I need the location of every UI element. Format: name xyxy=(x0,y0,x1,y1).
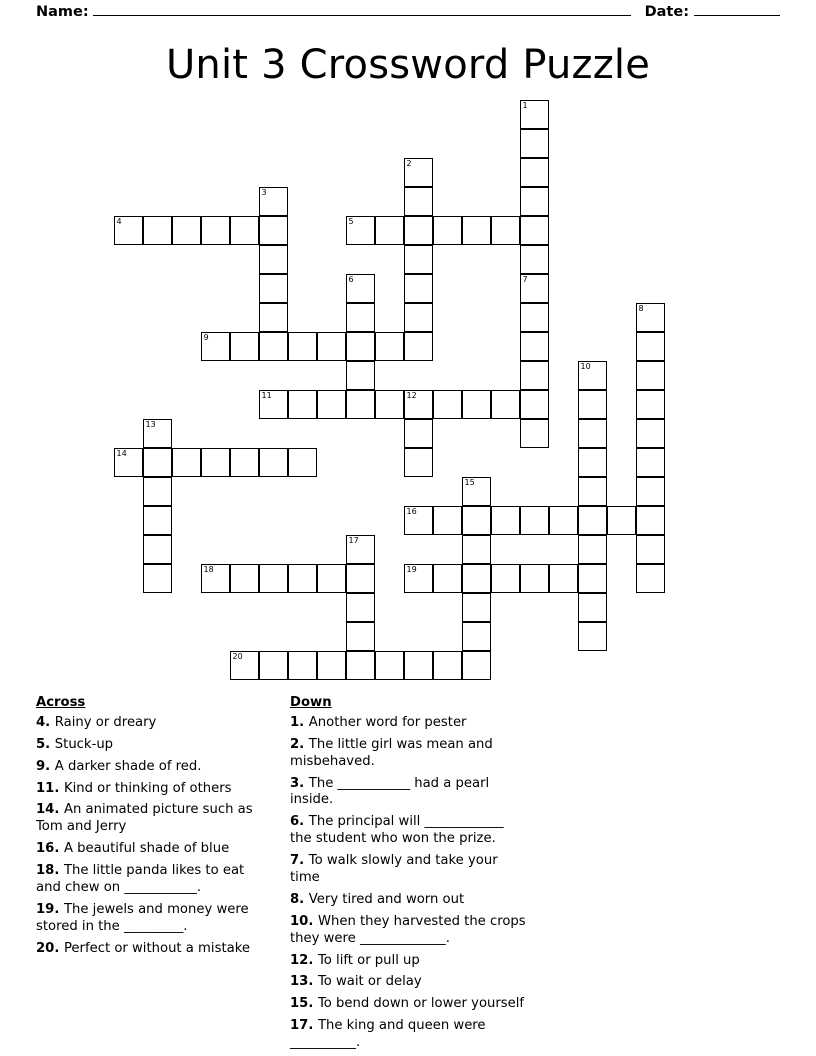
cell-number: 2 xyxy=(406,159,412,168)
name-label: Name: xyxy=(36,4,89,20)
across-clue-number: 5. xyxy=(36,736,55,752)
crossword-cell[interactable] xyxy=(549,506,578,535)
page-title: Unit 3 Crossword Puzzle xyxy=(165,42,651,88)
down-clue xyxy=(290,892,526,909)
crossword-cell[interactable] xyxy=(259,245,288,274)
down-clue-text: To walk slowly and take your time xyxy=(290,853,498,886)
across-block xyxy=(36,695,272,958)
crossword-cell[interactable] xyxy=(230,332,259,361)
crossword-cell[interactable] xyxy=(462,477,491,506)
crossword-cell[interactable] xyxy=(259,216,288,245)
down-clue-text: To wait or delay xyxy=(317,974,422,990)
crossword-cell[interactable] xyxy=(375,332,404,361)
crossword-cell[interactable] xyxy=(462,622,491,651)
crossword-cell[interactable] xyxy=(259,651,288,680)
across-clue-text: Kind or thinking of others xyxy=(63,780,232,796)
down-clue xyxy=(290,737,526,771)
cell-number: 14 xyxy=(116,449,127,458)
across-heading: Across xyxy=(36,695,86,710)
crossword-cell[interactable] xyxy=(143,448,172,477)
down-clue-number: 17. xyxy=(290,1018,318,1034)
crossword-cell[interactable] xyxy=(636,361,665,390)
crossword-cell[interactable] xyxy=(636,303,665,332)
crossword-cell[interactable] xyxy=(636,506,665,535)
crossword-cell[interactable] xyxy=(578,593,607,622)
crossword-cell[interactable] xyxy=(346,651,375,680)
cell-number: 7 xyxy=(522,275,528,284)
across-clue-number: 11. xyxy=(36,780,64,796)
crossword-cell[interactable] xyxy=(520,187,549,216)
across-clue xyxy=(36,715,272,732)
cell-number: 1 xyxy=(522,101,528,110)
down-block xyxy=(290,695,526,1052)
crossword-cell[interactable] xyxy=(404,274,433,303)
across-clue-number: 20. xyxy=(36,940,64,956)
cell-number: 4 xyxy=(116,217,122,226)
down-clue xyxy=(290,914,526,948)
crossword-cell[interactable] xyxy=(433,651,462,680)
crossword-cell[interactable] xyxy=(578,564,607,593)
across-clue-text: The little panda likes to eat and chew on ___________. xyxy=(36,863,245,896)
down-clue-text: The king and queen were __________. xyxy=(290,1018,486,1051)
crossword-cell[interactable] xyxy=(491,564,520,593)
crossword-cell[interactable] xyxy=(172,448,201,477)
across-clue-text: The jewels and money were stored in the _________. xyxy=(36,901,249,934)
down-clue xyxy=(290,996,526,1013)
crossword-cell[interactable] xyxy=(491,390,520,419)
down-clue-number: 1. xyxy=(290,714,309,730)
cell-number: 5 xyxy=(348,217,354,226)
crossword-cell[interactable] xyxy=(433,564,462,593)
crossword-cell[interactable] xyxy=(288,651,317,680)
crossword-cell[interactable] xyxy=(375,390,404,419)
crossword-grid[interactable] xyxy=(36,100,780,680)
crossword-cell[interactable] xyxy=(201,216,230,245)
across-clue-text: Perfect or without a mistake xyxy=(63,940,250,956)
crossword-cell[interactable] xyxy=(462,651,491,680)
down-clue xyxy=(290,814,526,848)
crossword-cell[interactable] xyxy=(404,564,433,593)
crossword-cell[interactable] xyxy=(143,216,172,245)
crossword-cell[interactable] xyxy=(520,216,549,245)
down-clue-number: 2. xyxy=(290,736,309,752)
crossword-cell[interactable] xyxy=(317,332,346,361)
crossword-cell[interactable] xyxy=(636,535,665,564)
cell-number: 11 xyxy=(261,391,272,400)
crossword-cell[interactable] xyxy=(346,390,375,419)
crossword-cell[interactable] xyxy=(433,506,462,535)
crossword-cell[interactable] xyxy=(346,332,375,361)
crossword-cell[interactable] xyxy=(143,477,172,506)
crossword-cell[interactable] xyxy=(346,593,375,622)
crossword-cell[interactable] xyxy=(578,477,607,506)
across-clue-number: 14. xyxy=(36,802,64,818)
down-clue-number: 6. xyxy=(290,814,309,830)
crossword-cell[interactable] xyxy=(114,448,143,477)
cell-number: 6 xyxy=(348,275,354,284)
crossword-cell[interactable] xyxy=(230,216,259,245)
crossword-cell[interactable] xyxy=(346,216,375,245)
crossword-cell[interactable] xyxy=(520,274,549,303)
cell-number: 3 xyxy=(261,188,267,197)
crossword-cell[interactable] xyxy=(520,129,549,158)
crossword-cell[interactable] xyxy=(375,651,404,680)
crossword-cell[interactable] xyxy=(172,216,201,245)
across-clue-number: 16. xyxy=(36,841,64,857)
down-clue-text: Another word for pester xyxy=(308,714,467,730)
crossword-cell[interactable] xyxy=(404,245,433,274)
down-clue-number: 12. xyxy=(290,952,318,968)
across-clue xyxy=(36,759,272,776)
down-clue-number: 15. xyxy=(290,996,318,1012)
crossword-cell[interactable] xyxy=(404,448,433,477)
crossword-cell[interactable] xyxy=(404,506,433,535)
crossword-cell[interactable] xyxy=(520,332,549,361)
crossword-cell[interactable] xyxy=(346,535,375,564)
crossword-cell[interactable] xyxy=(259,390,288,419)
down-clue-number: 13. xyxy=(290,974,318,990)
crossword-cell[interactable] xyxy=(549,564,578,593)
crossword-cell[interactable] xyxy=(462,506,491,535)
down-clue xyxy=(290,776,526,810)
crossword-cell[interactable] xyxy=(259,303,288,332)
crossword-cell[interactable] xyxy=(259,564,288,593)
across-clue-text: Rainy or dreary xyxy=(54,714,157,730)
name-write-line[interactable] xyxy=(93,4,631,16)
crossword-cell[interactable] xyxy=(288,448,317,477)
crossword-cell[interactable] xyxy=(346,303,375,332)
crossword-cell[interactable] xyxy=(520,303,549,332)
across-clue xyxy=(36,863,272,897)
down-clue xyxy=(290,853,526,887)
down-clue-text: The little girl was mean and misbehaved. xyxy=(290,736,493,769)
crossword-cell[interactable] xyxy=(317,651,346,680)
name-date-header xyxy=(36,0,780,20)
crossword-cell[interactable] xyxy=(288,332,317,361)
cell-number: 10 xyxy=(580,362,591,371)
crossword-cell[interactable] xyxy=(143,506,172,535)
crossword-cell[interactable] xyxy=(491,216,520,245)
crossword-cell[interactable] xyxy=(346,274,375,303)
crossword-cell[interactable] xyxy=(404,187,433,216)
crossword-cell[interactable] xyxy=(404,332,433,361)
crossword-cell[interactable] xyxy=(317,564,346,593)
crossword-cell[interactable] xyxy=(520,158,549,187)
across-clue-number: 19. xyxy=(36,901,64,917)
across-clue xyxy=(36,841,272,858)
crossword-cell[interactable] xyxy=(520,361,549,390)
down-clue-text: To bend down or lower yourself xyxy=(317,996,525,1012)
crossword-cell[interactable] xyxy=(433,390,462,419)
down-clue-text: Very tired and worn out xyxy=(308,891,465,907)
crossword-cell[interactable] xyxy=(143,564,172,593)
cell-number: 18 xyxy=(203,565,214,574)
crossword-cell[interactable] xyxy=(636,477,665,506)
crossword-cell[interactable] xyxy=(288,564,317,593)
crossword-cell[interactable] xyxy=(433,216,462,245)
crossword-cell[interactable] xyxy=(317,390,346,419)
cell-number: 12 xyxy=(406,391,417,400)
crossword-cell[interactable] xyxy=(288,390,317,419)
down-clue-number: 7. xyxy=(290,853,309,869)
crossword-cell[interactable] xyxy=(201,448,230,477)
crossword-cell[interactable] xyxy=(201,332,230,361)
down-heading: Down xyxy=(290,695,332,710)
crossword-cell[interactable] xyxy=(520,245,549,274)
cell-number: 13 xyxy=(145,420,156,429)
cell-number: 9 xyxy=(203,333,209,342)
crossword-cell[interactable] xyxy=(404,651,433,680)
crossword-cell[interactable] xyxy=(259,187,288,216)
crossword-cell[interactable] xyxy=(404,419,433,448)
crossword-cell[interactable] xyxy=(520,564,549,593)
crossword-cell[interactable] xyxy=(520,419,549,448)
crossword-cell[interactable] xyxy=(520,506,549,535)
crossword-cell[interactable] xyxy=(230,564,259,593)
crossword-cell[interactable] xyxy=(259,448,288,477)
down-clue-text: When they harvested the crops they were _____________. xyxy=(290,913,526,946)
crossword-cell[interactable] xyxy=(346,361,375,390)
across-clue-number: 18. xyxy=(36,863,64,879)
crossword-cell[interactable] xyxy=(404,303,433,332)
crossword-cell[interactable] xyxy=(462,564,491,593)
crossword-cell[interactable] xyxy=(404,216,433,245)
down-clue-number: 8. xyxy=(290,891,309,907)
crossword-cell[interactable] xyxy=(462,216,491,245)
across-clue xyxy=(36,902,272,936)
across-clue-number: 4. xyxy=(36,714,55,730)
crossword-cell[interactable] xyxy=(578,390,607,419)
clues-section xyxy=(36,695,780,1052)
cell-number: 8 xyxy=(638,304,644,313)
down-clue xyxy=(290,974,526,991)
crossword-cell[interactable] xyxy=(259,332,288,361)
across-clue-text: A beautiful shade of blue xyxy=(63,841,230,857)
crossword-cell[interactable] xyxy=(578,361,607,390)
date-write-line[interactable] xyxy=(694,4,780,16)
crossword-cell[interactable] xyxy=(636,564,665,593)
crossword-cell[interactable] xyxy=(578,506,607,535)
crossword-cell[interactable] xyxy=(520,100,549,129)
down-clue-text: To lift or pull up xyxy=(317,952,420,968)
cell-number: 16 xyxy=(406,507,417,516)
crossword-cell[interactable] xyxy=(462,593,491,622)
across-clue xyxy=(36,781,272,798)
crossword-cell[interactable] xyxy=(636,448,665,477)
crossword-cell[interactable] xyxy=(259,274,288,303)
across-clue-number: 9. xyxy=(36,758,55,774)
crossword-cell[interactable] xyxy=(520,390,549,419)
crossword-cell[interactable] xyxy=(578,622,607,651)
down-clue xyxy=(290,715,526,732)
down-clue xyxy=(290,1018,526,1052)
crossword-cell[interactable] xyxy=(230,651,259,680)
crossword-cell[interactable] xyxy=(607,506,636,535)
across-clue xyxy=(36,737,272,754)
down-clue-number: 10. xyxy=(290,913,318,929)
crossword-cell[interactable] xyxy=(114,216,143,245)
crossword-cell[interactable] xyxy=(346,564,375,593)
across-clue-text: A darker shade of red. xyxy=(54,758,202,774)
crossword-cell[interactable] xyxy=(143,419,172,448)
across-clue xyxy=(36,802,272,836)
crossword-cell[interactable] xyxy=(491,506,520,535)
crossword-cell[interactable] xyxy=(143,535,172,564)
date-label: Date: xyxy=(644,4,689,20)
crossword-cell[interactable] xyxy=(636,390,665,419)
cell-number: 15 xyxy=(464,478,475,487)
crossword-cell[interactable] xyxy=(404,390,433,419)
crossword-cell[interactable] xyxy=(404,158,433,187)
crossword-cell[interactable] xyxy=(201,564,230,593)
crossword-cell[interactable] xyxy=(578,535,607,564)
down-clue-text: The ___________ had a pearl inside. xyxy=(290,775,490,808)
crossword-cell[interactable] xyxy=(578,419,607,448)
crossword-cell[interactable] xyxy=(375,216,404,245)
crossword-cell[interactable] xyxy=(462,535,491,564)
crossword-cell[interactable] xyxy=(636,332,665,361)
cell-number: 20 xyxy=(232,652,243,661)
across-clue xyxy=(36,941,272,958)
cell-number: 17 xyxy=(348,536,359,545)
down-clue-text: The principal will ____________ the student who won the prize. xyxy=(290,814,504,847)
crossword-cell[interactable] xyxy=(346,622,375,651)
crossword-cell[interactable] xyxy=(230,448,259,477)
crossword-cell[interactable] xyxy=(636,419,665,448)
cell-number: 19 xyxy=(406,565,417,574)
down-clue-number: 3. xyxy=(290,775,309,791)
across-clue-text: Stuck-up xyxy=(54,736,114,752)
across-clue-text: An animated picture such as Tom and Jerry xyxy=(36,802,253,835)
down-clue xyxy=(290,953,526,970)
crossword-cell[interactable] xyxy=(462,390,491,419)
crossword-cell[interactable] xyxy=(578,448,607,477)
